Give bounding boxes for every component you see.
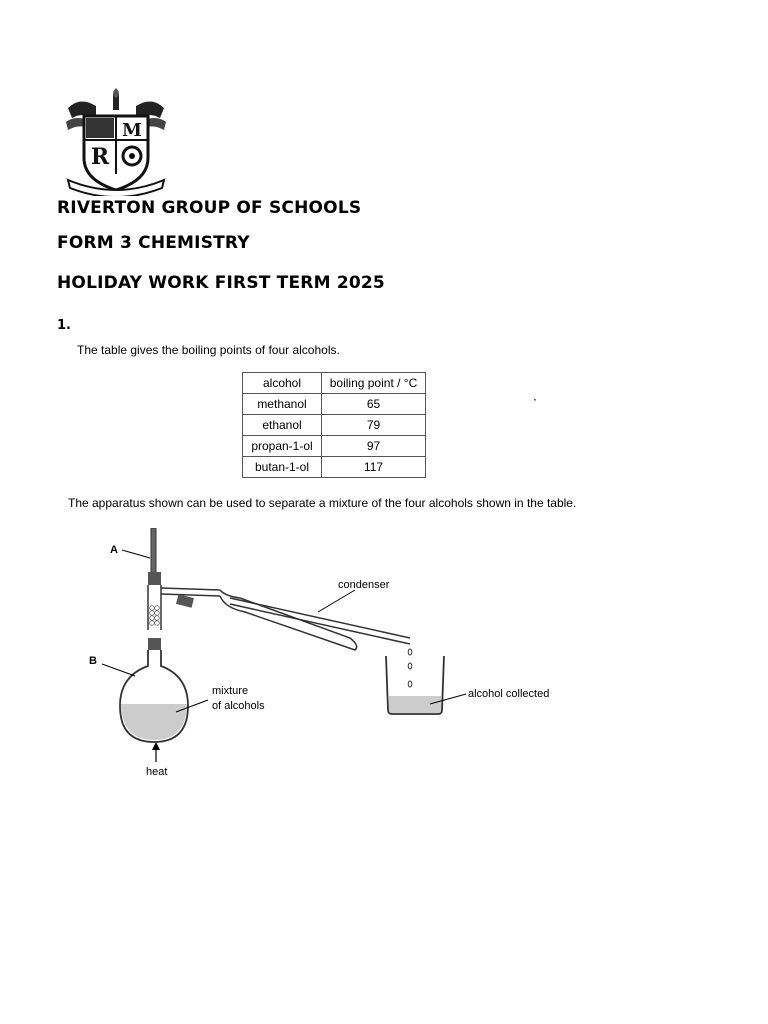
holiday-work-title: HOLIDAY WORK FIRST TERM 2025	[57, 273, 385, 293]
question-intro: The table gives the boiling points of four alcohols.	[77, 343, 340, 357]
label-alcohol-collected: alcohol collected	[468, 688, 550, 700]
label-mixture-line1: mixture	[212, 685, 249, 697]
label-b: B	[89, 655, 97, 667]
question-number: 1.	[57, 318, 71, 333]
stray-dot: ·	[533, 393, 537, 407]
label-mixture-line2: of alcohols	[212, 700, 265, 712]
form-subject: FORM 3 CHEMISTRY	[57, 233, 250, 253]
table-row	[243, 394, 426, 415]
col-header-boiling-point: boiling point / °C	[322, 373, 426, 394]
table-row	[243, 415, 426, 436]
cell-alcohol: methanol	[243, 394, 322, 415]
label-heat: heat	[146, 766, 168, 778]
svg-text:R: R	[90, 144, 110, 170]
col-header-alcohol: alcohol	[243, 373, 322, 394]
cell-alcohol: propan-1-ol	[243, 436, 322, 457]
cell-boiling-point: 117	[322, 457, 426, 478]
school-name: RIVERTON GROUP OF SCHOOLS	[57, 198, 362, 218]
table-header-row	[243, 373, 426, 394]
boiling-points-table	[242, 372, 426, 478]
cell-alcohol: butan-1-ol	[243, 457, 322, 478]
cell-boiling-point: 97	[322, 436, 426, 457]
school-crest-logo	[62, 88, 170, 196]
svg-text:M: M	[122, 120, 142, 141]
condenser	[220, 590, 357, 650]
glass-beads	[150, 606, 160, 626]
label-a: A	[110, 544, 118, 556]
cell-alcohol: ethanol	[243, 415, 322, 436]
distillation-apparatus-diagram	[80, 528, 580, 788]
table-row	[243, 436, 426, 457]
cell-boiling-point: 79	[322, 415, 426, 436]
cell-boiling-point: 65	[322, 394, 426, 415]
thermometer	[151, 528, 156, 576]
apparatus-description: The apparatus shown can be used to separate a mixture of the four alcohols shown in the table.	[68, 496, 577, 510]
table-row	[243, 457, 426, 478]
label-condenser: condenser	[338, 579, 390, 591]
